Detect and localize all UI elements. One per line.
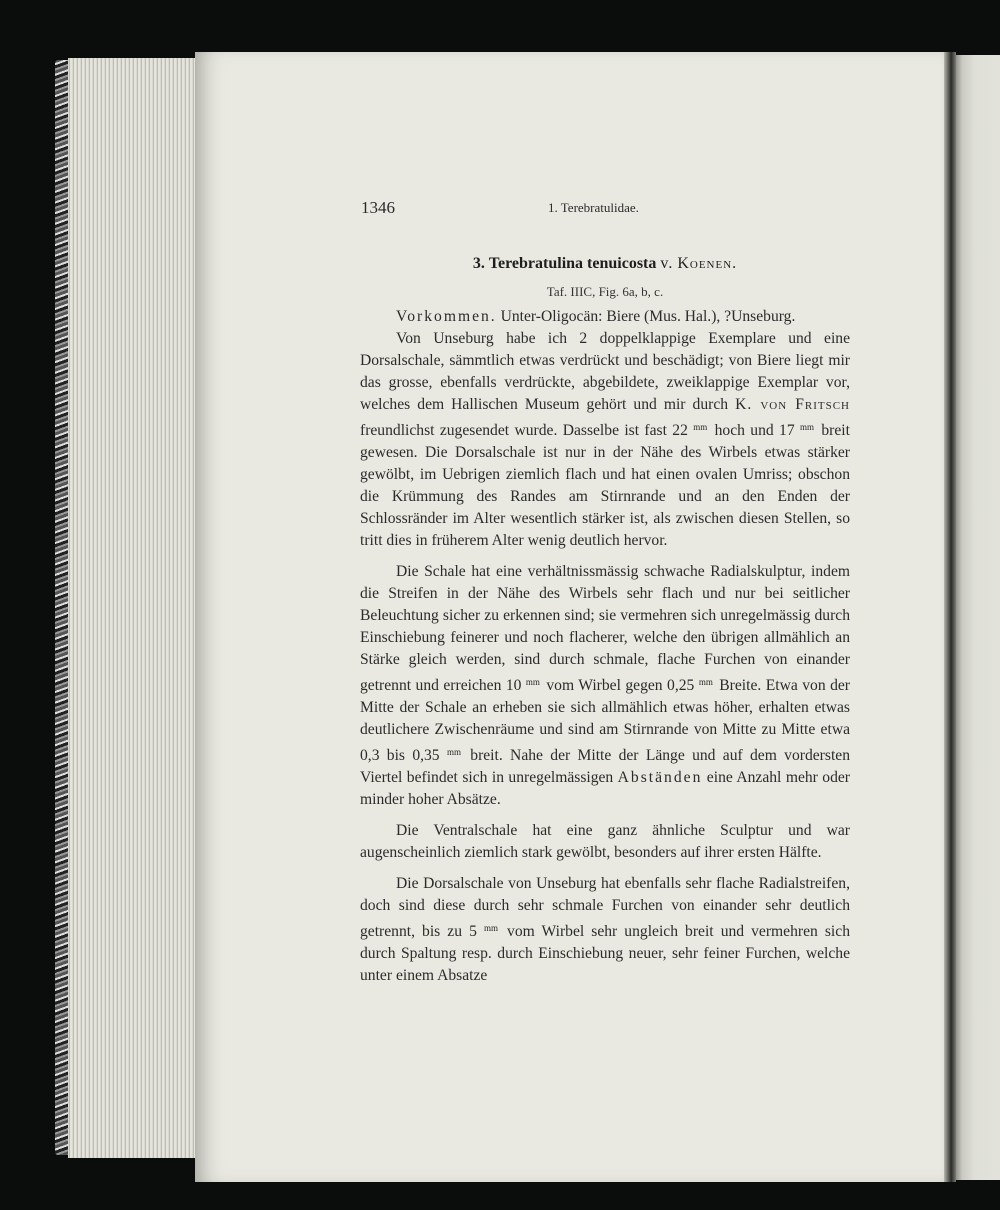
- book-gutter: [944, 52, 956, 1182]
- species-author: Koenen.: [677, 255, 738, 272]
- body-text: [360, 306, 850, 987]
- species-heading: [360, 255, 850, 273]
- occurrence-paragraph: [360, 306, 850, 328]
- occurrence-label: Vorkommen.: [396, 308, 497, 325]
- text-run: Von Unseburg habe ich 2 doppelklappige Exemplare und eine Dorsalschale, sämmtlich etwas verdrückt und beschädigt; von Biere liegt mir das grosse, ebenfalls verdrückte, abgebildete, zweiklappige Exemplar vor, welches dem Hallischen Museum gehört und mir durch: [360, 330, 850, 413]
- unit-mm: mm: [483, 923, 498, 933]
- unit-mm: mm: [693, 422, 708, 432]
- page-header: [361, 198, 851, 222]
- spaced-word: Abständen: [617, 769, 703, 786]
- unit-mm: mm: [698, 677, 713, 687]
- page-number: 1346: [361, 198, 395, 217]
- text-run: Die Dorsalschale von Unseburg hat ebenfalls sehr flache Radialstreifen, doch sind diese durch sehr schmale Furchen von einander sehr deutlich getrennt, bis zu 5: [360, 875, 850, 940]
- facing-page: [952, 55, 1000, 1180]
- text-run: freundlichst zugesendet wurde. Dasselbe ist fast 22: [360, 422, 688, 439]
- running-head: 1. Terebratulidae.: [548, 200, 639, 215]
- text-run: Die Schale hat eine verhältnissmässig schwache Radialskulptur, indem die Streifen in der Nähe des Wirbels sehr flach und nur bei seitlicher Beleuchtung sicher zu erkennen sind; sie vermehren sich unregelmässig durch Einschiebung feinerer und noch flacherer, welche den übrigen allmählich an Stärke gleich werden, sind durch schmale, flache Furchen von einander getrennt und erreichen 10: [360, 563, 850, 694]
- text-run: eine Anzahl mehr oder minder hoher Absätze.: [360, 769, 851, 808]
- text-run: vom Wirbel sehr ungleich breit und vermehren sich durch Spaltung resp. durch Einschiebung neuer, sehr feiner Furchen, welche unter einem Absatze: [360, 923, 850, 984]
- unit-mm: mm: [525, 677, 540, 687]
- text-run: hoch und 17: [709, 422, 795, 439]
- text-run: breit. Nahe der Mitte der Länge und auf dem vordersten Viertel befindet sich in unregelmässigen: [360, 747, 850, 786]
- unit-mm: mm: [800, 422, 815, 432]
- paragraph-1: [360, 328, 850, 552]
- paragraph-2: [360, 561, 850, 811]
- species-number: 3.: [472, 255, 485, 272]
- text-run: breit gewesen. Die Dorsalschale ist nur in der Nähe des Wirbels etwas stärker gewölbt, im Uebrigen ziemlich flach und hat einen ovalen Umriss; obschon die Krümmung des Randes am Stirnrande und an den Enden der Schlossränder im Alter wesentlich stärker ist, als zwischen diesen Stellen, so tritt dies in früherem Alter wenig deutlich hervor.: [360, 422, 850, 549]
- occurrence-text: Unter-Oligocän: Biere (Mus. Hal.), ?Unseburg.: [496, 308, 796, 325]
- stacked-page-edges: [68, 58, 208, 1158]
- person-name: K. von Fritsch: [735, 396, 850, 413]
- paragraph-4: [360, 873, 850, 987]
- paragraph-3: Die Ventralschale hat eine ganz ähnliche Sculptur und war augenscheinlich ziemlich stark gewölbt, besonders auf ihrer ersten Hälfte.: [360, 822, 850, 861]
- text-run: Breite. Etwa von der Mitte der Schale an erheben sie sich allmählich etwas höher, erhalten etwas deutlichere Zwischenräume und sind am Stirnrande von Mitte zu Mitte etwa 0,3 bis 0,35: [360, 677, 850, 764]
- author-prefix: v.: [660, 255, 674, 272]
- unit-mm: mm: [446, 747, 461, 757]
- text-run: vom Wirbel gegen 0,25: [541, 677, 695, 694]
- plate-reference: Taf. IIIC, Fig. 6a, b, c.: [546, 284, 664, 299]
- species-name: Terebratulina tenuicosta: [488, 255, 657, 272]
